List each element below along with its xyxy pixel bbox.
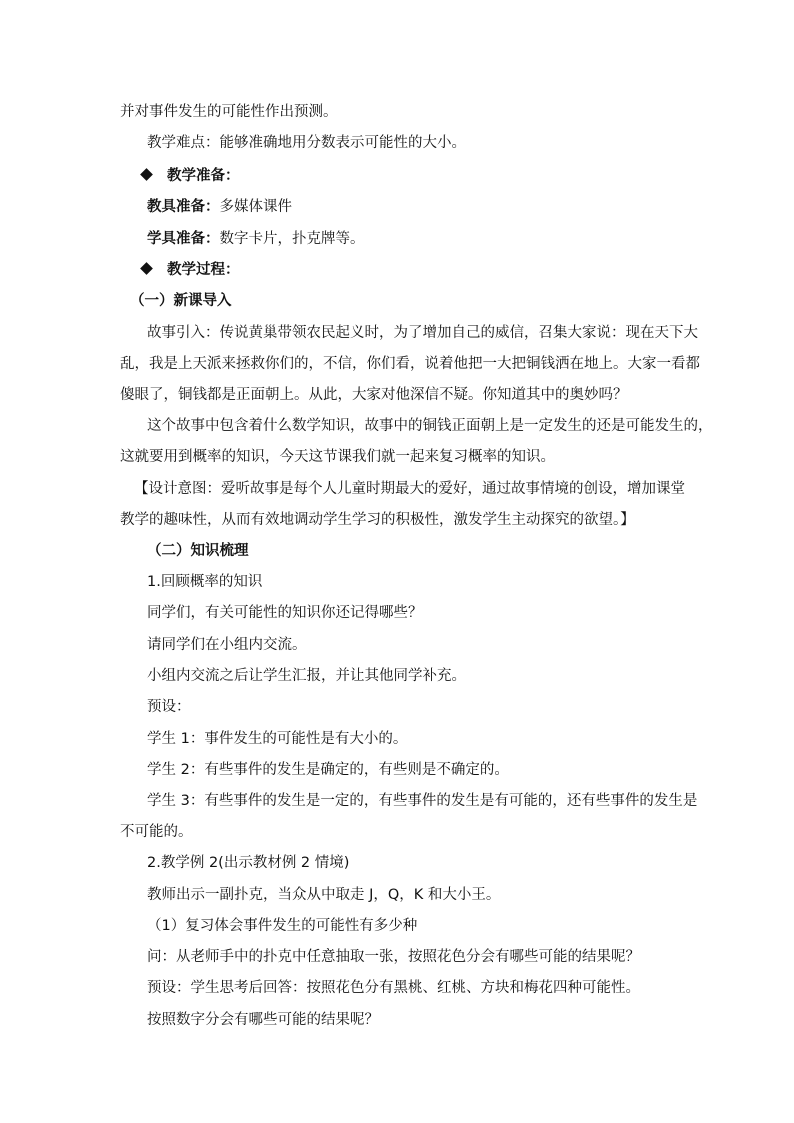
paragraph-line: 按照数字分会有哪些可能的结果呢？ [147,1012,379,1028]
teaching-difficulty: 教学难点：能够准确地用分数表示可能性的大小。 [147,135,466,151]
label: 学具准备： [147,231,220,247]
teaching-tools-line [147,197,292,217]
paragraph-line: 这个故事中包含着什么数学知识，故事中的铜钱正面朝上是一定发生的还是可能发生的， [147,418,713,434]
paragraph-line: 傻眼了，铜钱都是正面朝上。从此，大家对他深信不疑。你知道其中的奥妙吗？ [120,387,628,403]
student-answer-1: 学生 1：事件发生的可能性是有大小的。 [147,731,408,747]
student-answer-3-cont: 不可能的。 [120,824,193,840]
design-intent-line: 教学的趣味性，从而有效地调动学生学习的积极性，激发学生主动探究的欲望。】 [120,512,635,528]
heading-text: 教学过程： [167,262,240,278]
design-intent-line: 【设计意图：爱听故事是每个人儿童时期最大的爱好，通过故事情境的创设，增加课堂 [134,481,685,497]
paragraph-line: （1）复习体会事件发生的可能性有多少种 [147,918,418,934]
paragraph-line: 教师出示一副扑克，当众从中取走 J，Q，K 和大小王。 [147,887,501,903]
value: 多媒体课件 [219,199,292,215]
value: 数字卡片，扑克牌等。 [219,231,365,247]
subsection-heading-intro: （一）新课导入 [130,293,232,309]
subsection-heading-review: （二）知识梳理 [147,543,249,559]
paragraph-line: 这就要用到概率的知识，今天这节课我们就一起来复习概率的知识。 [120,449,555,465]
student-answer-3: 学生 3：有些事件的发生是一定的，有些事件的发生是有可能的，还有些事件的发生是 [147,793,698,809]
paragraph-line: 请同学们在小组内交流。 [147,637,307,653]
heading-text: 教学准备： [167,168,240,184]
section-heading-preparation [142,166,240,186]
paragraph-line: 并对事件发生的可能性作出预测。 [120,104,338,120]
paragraph-line: 同学们，有关可能性的知识你还记得哪些？ [147,605,423,621]
paragraph-line: 预设： [147,699,191,715]
paragraph-line: 故事引入：传说黄巢带领农民起义时，为了增加自己的威信，召集大家说：现在天下大 [147,325,698,341]
diamond-bullet-icon [140,168,153,181]
diamond-bullet-icon [140,262,153,275]
list-heading: 1.回顾概率的知识 [147,574,263,590]
paragraph-line: 预设：学生思考后回答：按照花色分有黑桃、红桃、方块和梅花四种可能性。 [147,980,640,996]
paragraph-line: 问：从老师手中的扑克中任意抽取一张，按照花色分会有哪些可能的结果呢？ [147,949,640,965]
learning-tools-line [147,229,365,249]
paragraph-line: 小组内交流之后让学生汇报，并让其他同学补充。 [147,668,466,684]
student-answer-2: 学生 2：有些事件的发生是确定的，有些则是不确定的。 [147,762,509,778]
paragraph-line: 乱，我是上天派来拯救你们的，不信，你们看，说着他把一大把铜钱洒在地上。大家一看都 [120,356,700,372]
label: 教具准备： [147,199,220,215]
section-heading-process [142,260,240,280]
list-heading: 2.教学例 2(出示教材例 2 情境) [147,855,350,871]
